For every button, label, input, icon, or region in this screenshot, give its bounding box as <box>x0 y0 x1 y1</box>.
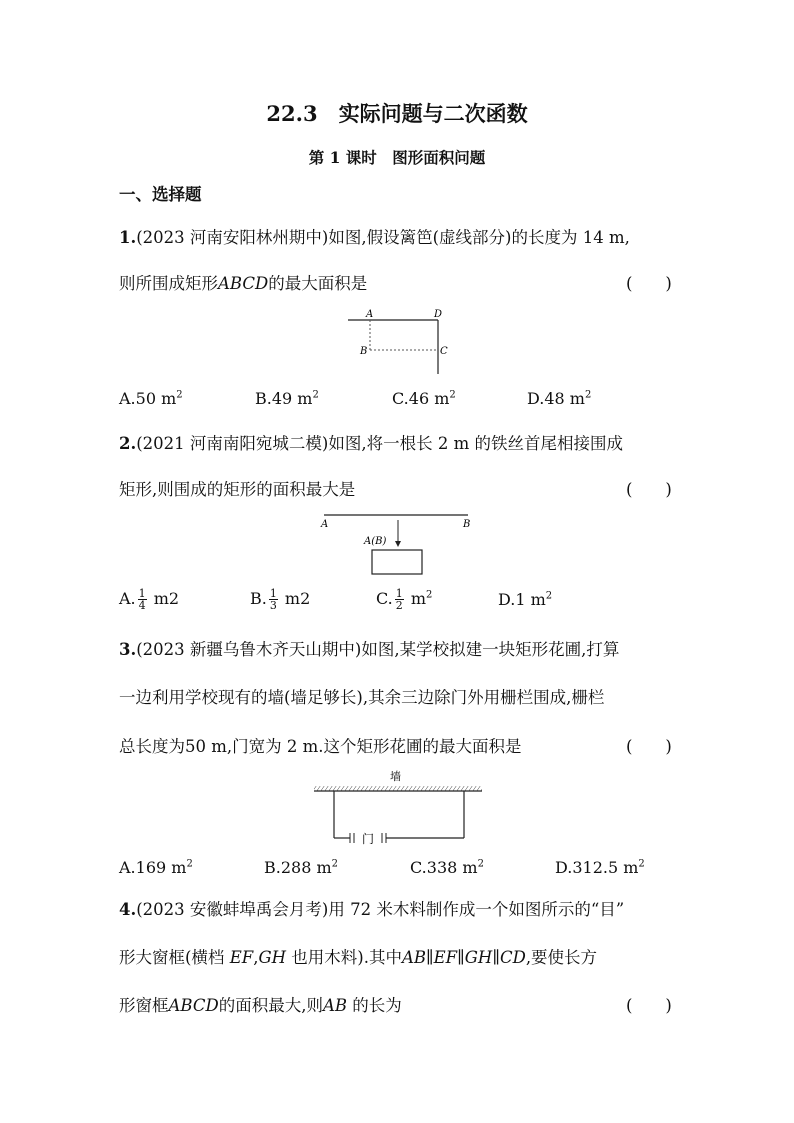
q3-text1: (2023 新疆乌鲁木齐天山期中)如图,某学校拟建一块矩形花圃,打算 <box>136 640 620 659</box>
q1-var-abcd: ABCD <box>218 274 269 293</box>
q2-answer-paren: ( ) <box>626 480 672 499</box>
q1-number: 1. <box>119 228 137 247</box>
q2-option-b-pre: B. <box>250 589 267 608</box>
q1-option-b[interactable] <box>255 389 319 408</box>
q1-line2 <box>119 270 367 294</box>
q1-option-d[interactable] <box>527 389 591 408</box>
q3-option-a[interactable] <box>119 858 193 877</box>
q2-figure <box>316 508 486 578</box>
q1-option-a-text: A.50 m <box>119 389 177 408</box>
q1-figure <box>340 306 460 378</box>
q2-option-d-text: D.1 m <box>498 590 546 609</box>
q2-option-a-num: 1 <box>138 587 146 600</box>
q2-option-b-den: 3 <box>269 599 277 612</box>
q4-text2b: , <box>253 948 259 967</box>
q4-text1: (2023 安徽蚌埠禹会月考)用 72 米木料制作成一个如图所示的“目” <box>136 900 625 919</box>
q1-option-d-sup: 2 <box>584 389 592 401</box>
q4-var-cd: CD <box>499 948 526 967</box>
q3-figure <box>310 766 485 850</box>
lesson-subtitle: 第 1 课时 图形面积问题 <box>308 148 486 167</box>
q1-label-c: C <box>440 346 448 357</box>
q4-var-gh2: GH <box>464 948 493 967</box>
q2-line1 <box>119 430 623 454</box>
q1-line1 <box>119 224 630 248</box>
q1-option-a[interactable] <box>119 389 183 408</box>
q1-text2b: 的最大面积是 <box>268 274 368 293</box>
q4-text3a: 形窗框 <box>119 996 169 1015</box>
q1-text1: (2023 河南安阳林州期中)如图,假设篱笆(虚线部分)的长度为 14 m, <box>136 228 630 247</box>
q1-text2a: 则所围成矩形 <box>119 274 218 293</box>
q3-option-d[interactable] <box>555 858 645 877</box>
q1-option-c[interactable] <box>392 389 456 408</box>
q1-option-c-sup: 2 <box>449 389 456 401</box>
q3-option-c-sup: 2 <box>477 858 484 870</box>
q3-wall-hatch <box>314 786 482 791</box>
q2-option-c-fraction <box>395 588 404 611</box>
q4-text2a: 形大窗框(横档 <box>119 948 230 967</box>
q4-number: 4. <box>119 900 137 919</box>
q3-option-b-text: B.288 m <box>264 858 332 877</box>
q3-line2: 一边利用学校现有的墙(墙足够长),其余三边除门外用栅栏围成,栅栏 <box>119 688 605 707</box>
q2-option-a-fraction <box>138 588 147 611</box>
q2-option-c-num: 1 <box>395 587 403 600</box>
q4-text2c: 也用木料).其中 <box>286 948 402 967</box>
q2-option-c-sup: 2 <box>426 589 433 601</box>
q2-option-b-fraction <box>269 588 278 611</box>
q1-option-b-sup: 2 <box>312 389 319 401</box>
q3-line1 <box>119 636 619 660</box>
q3-option-a-sup: 2 <box>186 858 193 870</box>
q1-option-d-text: D.48 m <box>527 389 585 408</box>
q1-option-b-text: B.49 m <box>255 389 313 408</box>
q2-label-b: B <box>463 519 471 530</box>
q2-option-c-unit: m <box>405 589 427 608</box>
q4-line3 <box>119 992 402 1016</box>
q2-option-b-num: 1 <box>269 587 277 600</box>
q2-option-a-unit: m2 <box>148 589 180 608</box>
q4-var-ab: AB <box>401 948 426 967</box>
q3-option-d-sup: 2 <box>638 858 645 870</box>
q4-line2 <box>119 944 597 968</box>
q2-option-a-pre: A. <box>119 589 136 608</box>
q4-parallel-3: ∥ <box>492 948 500 967</box>
q4-var-ef2: EF <box>433 948 458 967</box>
q2-arrow-head <box>395 541 401 547</box>
section-heading: 一、选择题 <box>119 185 202 204</box>
q2-text1: (2021 河南南阳宛城二模)如图,将一根长 2 m 的铁丝首尾相接围成 <box>136 434 623 453</box>
q4-text3b: 的面积最大,则 <box>218 996 323 1015</box>
q4-text2d: ,要使长方 <box>525 948 598 967</box>
q3-answer-paren: ( ) <box>626 737 672 756</box>
page-title: 22.3 实际问题与二次函数 <box>266 101 528 126</box>
q3-option-d-text: D.312.5 m <box>555 858 639 877</box>
q2-number: 2. <box>119 434 137 453</box>
q3-wall-label: 墙 <box>390 770 401 783</box>
q1-option-a-sup: 2 <box>176 389 183 401</box>
q4-text3c: 的长为 <box>347 996 402 1015</box>
q3-number: 3. <box>119 640 137 659</box>
q3-door-label: 门 <box>362 832 375 846</box>
q2-option-a-den: 4 <box>138 599 146 612</box>
q3-option-c-text: C.338 m <box>410 858 478 877</box>
q4-var-ab2: AB <box>322 996 347 1015</box>
q4-line1 <box>119 896 624 920</box>
q4-parallel-2: ∥ <box>457 948 465 967</box>
q2-option-c-den: 2 <box>395 599 403 612</box>
q1-answer-paren: ( ) <box>626 274 672 293</box>
q2-label-ab: A(B) <box>364 536 387 547</box>
q3-line3: 总长度为50 m,门宽为 2 m.这个矩形花圃的最大面积是 <box>119 737 522 756</box>
q2-option-b[interactable] <box>250 588 310 611</box>
q3-option-b-sup: 2 <box>331 858 339 870</box>
q1-option-c-text: C.46 m <box>392 389 450 408</box>
q1-label-b: B <box>360 346 368 357</box>
q2-option-a[interactable] <box>119 588 179 611</box>
q3-option-a-text: A.169 m <box>119 858 187 877</box>
q4-var-ef: EF <box>229 948 254 967</box>
q2-option-d[interactable] <box>498 590 552 609</box>
q1-label-a: A <box>366 309 374 320</box>
q3-option-c[interactable] <box>410 858 484 877</box>
q2-option-c-pre: C. <box>376 589 393 608</box>
q2-rectangle <box>372 550 422 574</box>
q2-option-c[interactable] <box>376 588 432 611</box>
q2-option-d-sup: 2 <box>545 590 553 602</box>
q3-option-b[interactable] <box>264 858 338 877</box>
q4-parallel-1: ∥ <box>426 948 434 967</box>
q4-answer-paren: ( ) <box>626 996 672 1015</box>
q1-label-d: D <box>434 309 443 320</box>
q4-var-abcd: ABCD <box>168 996 219 1015</box>
q2-label-a: A <box>321 519 329 530</box>
q2-line2: 矩形,则围成的矩形的面积最大是 <box>119 480 356 499</box>
q2-option-b-unit: m2 <box>279 589 311 608</box>
q4-var-gh: GH <box>258 948 287 967</box>
